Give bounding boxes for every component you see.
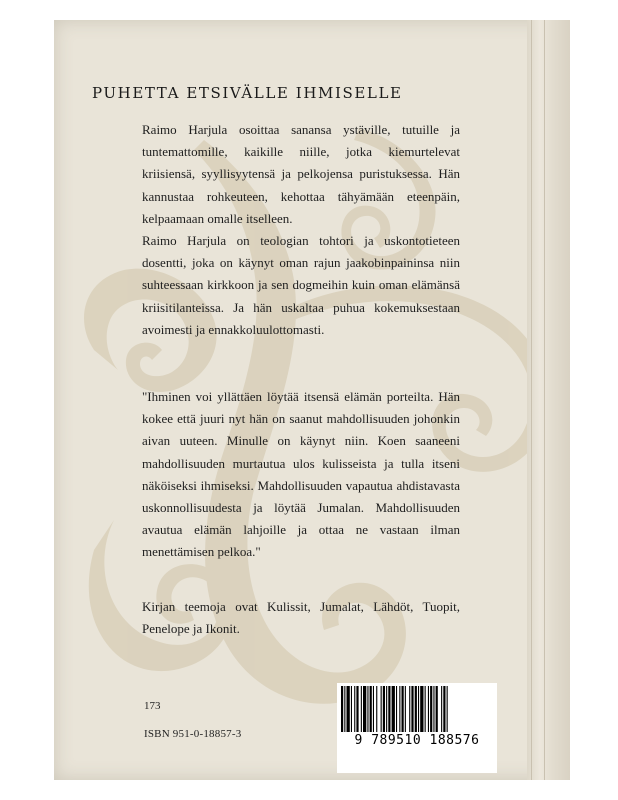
isbn-text: ISBN 951-0-18857-3 (144, 728, 242, 740)
spine-groove (531, 20, 532, 780)
barcode (337, 683, 497, 773)
barcode-number: 9 789510 188576 (354, 733, 480, 748)
book-spine (527, 20, 570, 780)
cover-title: PUHETTA ETSIVÄLLE IHMISELLE (92, 84, 403, 102)
blurb-paragraph-1: Raimo Harjula osoittaa sanansa ystäville, tutuille ja tuntemattomille, kaikille niille, jotka kiemurtelevat kriisiensä, syyllisyytensä ja pelkojensa puristuksessa. Hän kannustaa rohkeuteen, kehottaa tähyämään eteenpäin, kelpaamaan omalle itselleen. (142, 122, 460, 226)
page-count: 173 (144, 700, 161, 712)
spine-groove (544, 20, 545, 780)
themes-paragraph: Kirjan teemoja ovat Kulissit, Jumalat, Lähdöt, Tuopit, Penelope ja Ikonit. (142, 599, 460, 637)
barcode-bars (341, 686, 493, 732)
blurb-paragraph-2: Raimo Harjula on teologian tohtori ja uskontotieteen dosentti, joka on käynyt oman rajun jaakobinpaininsa niin suhteessaan kirkkoon ja sen dogmeihin kuin oman elämänsä kriisitilanteissa. Ja hän uskaltaa puhua kokemuksestaan avoimesti ja ennakkoluulottomasti. (142, 233, 460, 337)
quote-paragraph: "Ihminen voi yllättäen löytää itsensä elämän porteilta. Hän kokee että juuri nyt hän on saanut mahdollisuuden johonkin aivan uuteen. Minulle on käynyt niin. Koen saaneeni mahdollisuuden murtautua ulos kulisseista ja tulla itseni näköiseksi ihmiseksi. Mahdollisuuden vapautua ahdistavasta uskonnollisuudesta ja löytää Jumalan. Mahdollisuuden avautua elämän lahjoille ja ottaa ne vastaan ilman menettämisen pelkoa." (142, 389, 460, 560)
